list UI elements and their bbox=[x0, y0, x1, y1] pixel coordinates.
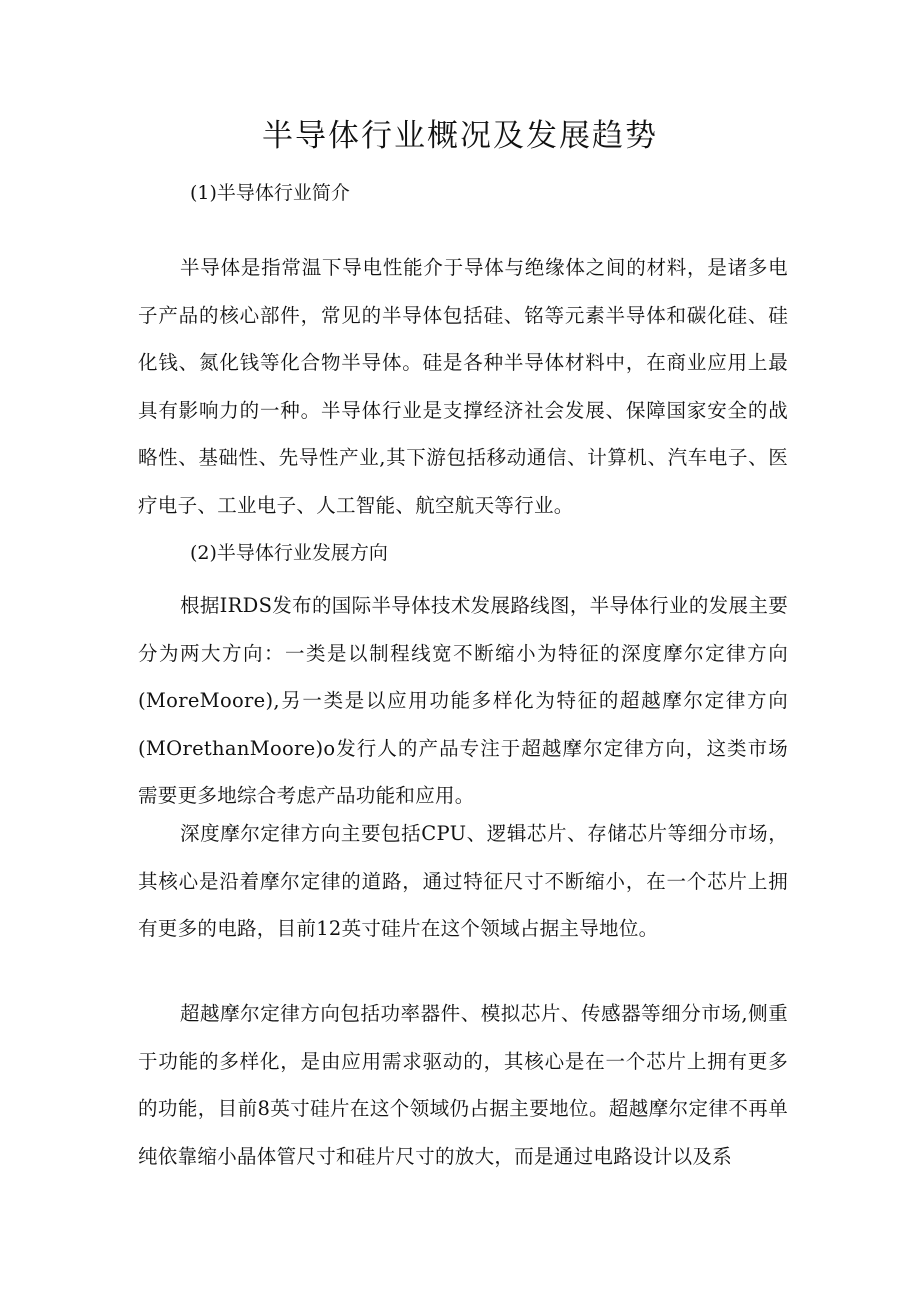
section-heading-direction: (2)半导体行业发展方向 bbox=[190, 542, 388, 564]
paragraph-more-moore: 深度摩尔定律方向主要包括CPU、逻辑芯片、存储芯片等细分市场，其核心是沿着摩尔定律的道路，通过特征尺寸不断缩小，在一个芯片上拥有更多的电路，目前12英寸硅片在这个领域占据主导地位。 bbox=[138, 822, 788, 940]
paragraph-intro: 半导体是指常温下导电性能介于导体与绝缘体之间的材料，是诸多电子产品的核心部件，常见的半导体包括硅、铭等元素半导体和碳化硅、硅化钱、氮化钱等化合物半导体。硅是各种半导体材料中，在商业应用上最具有影响力的一种。半导体行业是支撑经济社会发展、保障国家安全的战略性、基础性、先导性产业,其下游包括移动通信、计算机、汽车电子、医疗电子、工业电子、人工智能、航空航天等行业。 bbox=[138, 256, 788, 517]
document-title: 半导体行业概况及发展趋势 bbox=[262, 118, 658, 154]
section-heading-intro: (1)半导体行业简介 bbox=[190, 182, 350, 204]
paragraph-more-than-moore: 超越摩尔定律方向包括功率器件、模拟芯片、传感器等细分市场,侧重于功能的多样化，是由应用需求驱动的，其核心是在一个芯片上拥有更多的功能，目前8英寸硅片在这个领域仍占据主要地位。超越摩尔定律不再单纯依靠缩小晶体管尺寸和硅片尺寸的放大，而是通过电路设计以及系 bbox=[138, 1002, 788, 1168]
paragraph-direction-overview: 根据IRDS发布的国际半导体技术发展路线图，半导体行业的发展主要分为两大方向：一类是以制程线宽不断缩小为特征的深度摩尔定律方向(MoreMoore),另一类是以应用功能多样化为特征的超越摩尔定律方向(MOrethanMoore)o发行人的产品专注于超越摩尔定律方向，这类市场需要更多地综合考虑产品功能和应用。 bbox=[138, 594, 788, 807]
